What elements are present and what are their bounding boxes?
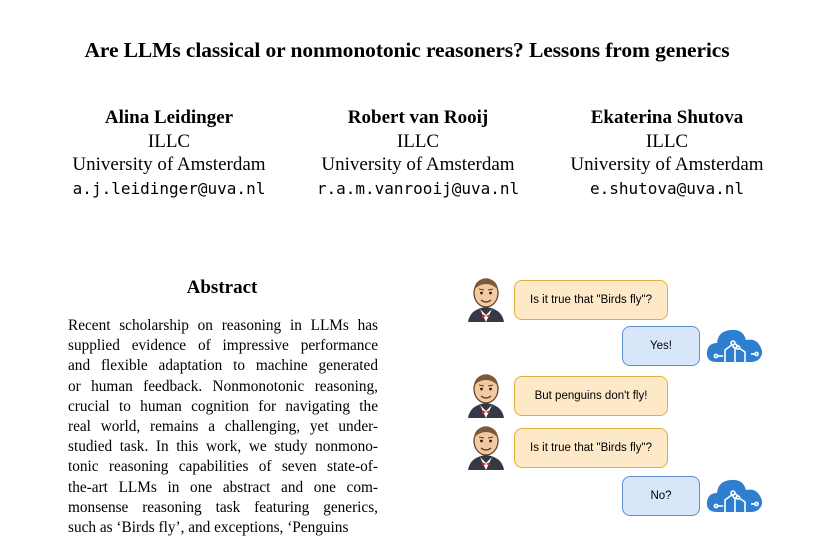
abstract-body (68, 316, 378, 538)
abstract-line: such as ‘Birds fly’, and exceptions, ‘Penguins (68, 519, 349, 537)
llm-message-bubble (622, 326, 700, 366)
author-block (552, 106, 782, 200)
author-email[interactable]: a.j.leidinger@uva.nl (72, 178, 266, 198)
author-block (303, 106, 533, 200)
author-block (54, 106, 284, 200)
user-message-bubble (514, 428, 668, 468)
author-email[interactable]: r.a.m.vanrooij@uva.nl (316, 178, 520, 198)
author-institution: University of Amsterdam (72, 154, 266, 175)
abstract-heading: Abstract (186, 277, 258, 298)
author-affiliation: ILLC (645, 130, 689, 152)
message-text: No? (650, 490, 672, 502)
abstract-line: and flexible adaptation to machine generated (68, 357, 378, 375)
abstract-line: supplied evidence of impressive performance (68, 337, 378, 355)
abstract-line: the-art LLMs in one abstract and one com- (68, 478, 378, 496)
author-institution: University of Amsterdam (570, 154, 764, 175)
cloud-circuit-icon (705, 474, 765, 516)
abstract-line: studied task. In this work, we study nonmono- (68, 438, 378, 456)
author-email[interactable]: e.shutova@uva.nl (589, 178, 745, 198)
message-text: Is it true that "Birds fly"? (530, 442, 652, 454)
author-name: Ekaterina Shutova (590, 107, 744, 128)
message-text: But penguins don't fly! (534, 390, 648, 402)
abstract-line: monsense reasoning task featuring generics, (68, 498, 378, 516)
abstract-line: tonic reasoning capabilities of seven state-of- (68, 458, 378, 476)
person-avatar-icon (463, 372, 509, 418)
abstract-line: or human feedback. Nonmonotonic reasoning, (68, 377, 378, 395)
abstract-line: Recent scholarship on reasoning in LLMs has (68, 317, 378, 334)
user-message-bubble (514, 280, 668, 320)
message-text: Yes! (650, 340, 672, 352)
user-message-bubble (514, 376, 668, 416)
author-affiliation: ILLC (396, 130, 440, 152)
author-affiliation: ILLC (147, 130, 191, 152)
abstract-line: crucial to human cognition for navigating the (68, 397, 378, 415)
message-text: Is it true that "Birds fly"? (530, 294, 652, 306)
author-name: Alina Leidinger (104, 107, 234, 128)
author-institution: University of Amsterdam (321, 154, 515, 175)
author-name: Robert van Rooij (347, 107, 489, 128)
person-avatar-icon (463, 276, 509, 322)
person-avatar-icon (463, 424, 509, 470)
abstract-line: real world, remains a challenging, yet under- (68, 418, 378, 436)
llm-message-bubble (622, 476, 700, 516)
paper-title: Are LLMs classical or nonmonotonic reasoners? Lessons from generics (84, 38, 730, 62)
cloud-circuit-icon (705, 324, 765, 366)
